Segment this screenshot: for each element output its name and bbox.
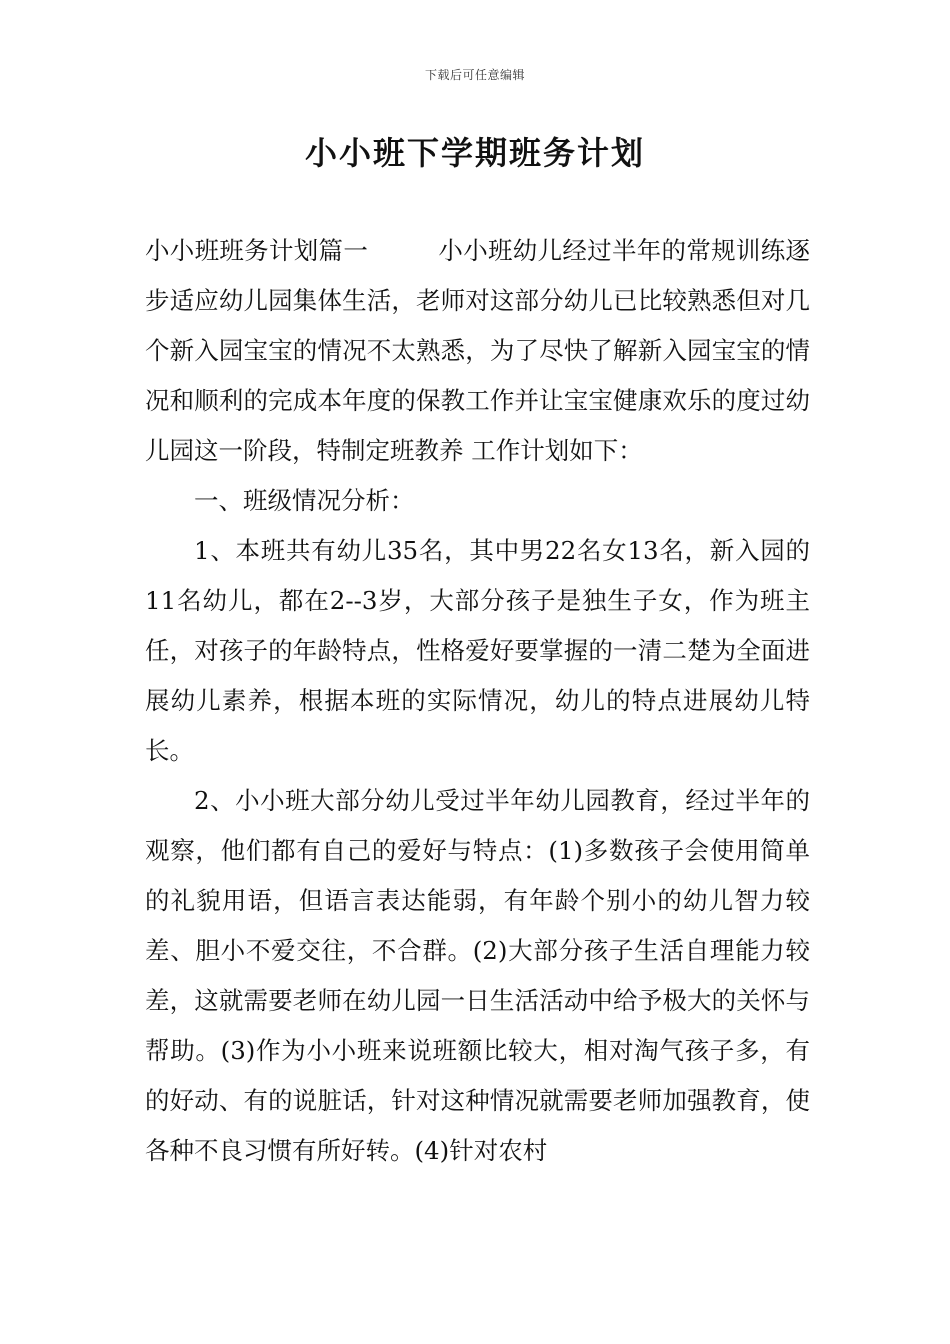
section-heading-class-analysis: 一、班级情况分析： bbox=[194, 486, 415, 515]
document-body bbox=[145, 226, 810, 1176]
intro-heading: 小小班班务计划篇一 bbox=[145, 236, 369, 265]
intro-text: 小小班幼儿经过半年的常规训练逐步适应幼儿园集体生活，老师对这部分幼儿已比较熟悉但对几个新入园宝宝的情况不太熟悉，为了尽快了解新入园宝宝的情况和顺利的完成本年度的保教工作并让宝宝健康欢乐的度过幼儿园这一阶段，特制定班教养 工作计划如下： bbox=[145, 236, 810, 465]
header-note: 下载后可任意编辑 bbox=[424, 68, 525, 82]
document-title: 小小班下学期班务计划 bbox=[304, 134, 645, 172]
intro-paragraph bbox=[145, 226, 810, 476]
paragraph-observation: 2、小小班大部分幼儿受过半年幼儿园教育，经过半年的观察，他们都有自己的爱好与特点：(1)多数孩子会使用简单的礼貌用语，但语言表达能弱，有年龄个别小的幼儿智力较差、胆小不爱交往，不合群。(2)大部分孩子生活自理能力较差，这就需要老师在幼儿园一日生活活动中给予极大的关怀与帮助。(3)作为小小班来说班额比较大，相对淘气孩子多，有的好动、有的说脏话，针对这种情况就需要老师加强教育，使各种不良习惯有所好转。(4)针对农村 bbox=[145, 786, 810, 1165]
paragraph-class-composition: 1、本班共有幼儿35名，其中男22名女13名，新入园的11名幼儿，都在2--3岁，大部分孩子是独生子女，作为班主任，对孩子的年龄特点，性格爱好要掌握的一清二楚为全面进展幼儿素养，根据本班的实际情况，幼儿的特点进展幼儿特长。 bbox=[145, 536, 810, 765]
